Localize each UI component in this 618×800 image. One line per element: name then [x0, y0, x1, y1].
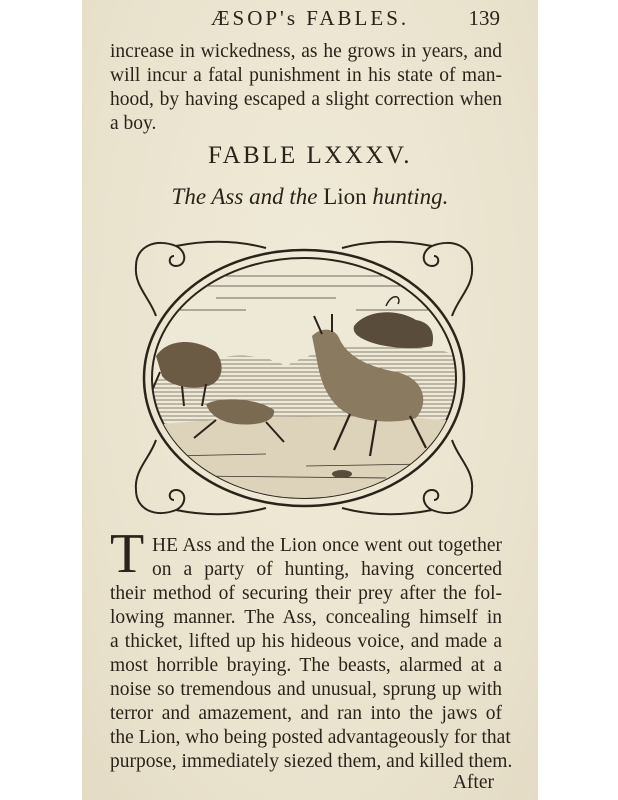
- fable-title: [82, 184, 538, 210]
- preceding-text-line: hood, by having escaped a slight correction when: [110, 89, 502, 110]
- body-line: terror and amazement, and ran into the jaws of: [110, 703, 502, 724]
- engraving-ass-lion-hunting-icon: [126, 226, 482, 530]
- body-line: HE Ass and the Lion once went out together: [152, 535, 502, 556]
- body-line: their method of securing their prey after the fol-: [110, 583, 502, 604]
- fable-title-part: The Ass: [171, 184, 244, 209]
- fable-title-part: hunting.: [372, 184, 449, 209]
- body-line: noise so tremendous and unusual, sprung up with: [110, 679, 502, 700]
- body-line: the Lion, who being posted advantageously for that: [110, 727, 511, 748]
- body-line: lowing manner. The Ass, concealing himself in: [110, 607, 502, 628]
- running-header: [82, 6, 538, 34]
- running-title: ÆSOP's FABLES.: [210, 6, 410, 30]
- fable-title-part: and the: [249, 184, 318, 209]
- body-line: on a party of hunting, having concerted: [152, 559, 502, 580]
- body-line: most horrible braying. The beasts, alarmed at a: [110, 655, 502, 676]
- book-page: [82, 0, 538, 800]
- page-number: 139: [468, 6, 500, 30]
- preceding-text-line: increase in wickedness, as he grows in years, and: [110, 41, 502, 62]
- preceding-text-line: will incur a fatal punishment in his state of man-: [110, 65, 502, 86]
- preceding-text-line: a boy.: [110, 113, 157, 134]
- catchword: After: [452, 772, 494, 793]
- fable-title-part: Lion: [323, 184, 367, 209]
- body-line: purpose, immediately siezed them, and killed them.: [110, 751, 513, 772]
- drop-cap: T: [110, 523, 145, 585]
- body-line: a thicket, lifted up his hideous voice, and made a: [110, 631, 502, 652]
- fable-number: FABLE LXXXV.: [207, 142, 413, 169]
